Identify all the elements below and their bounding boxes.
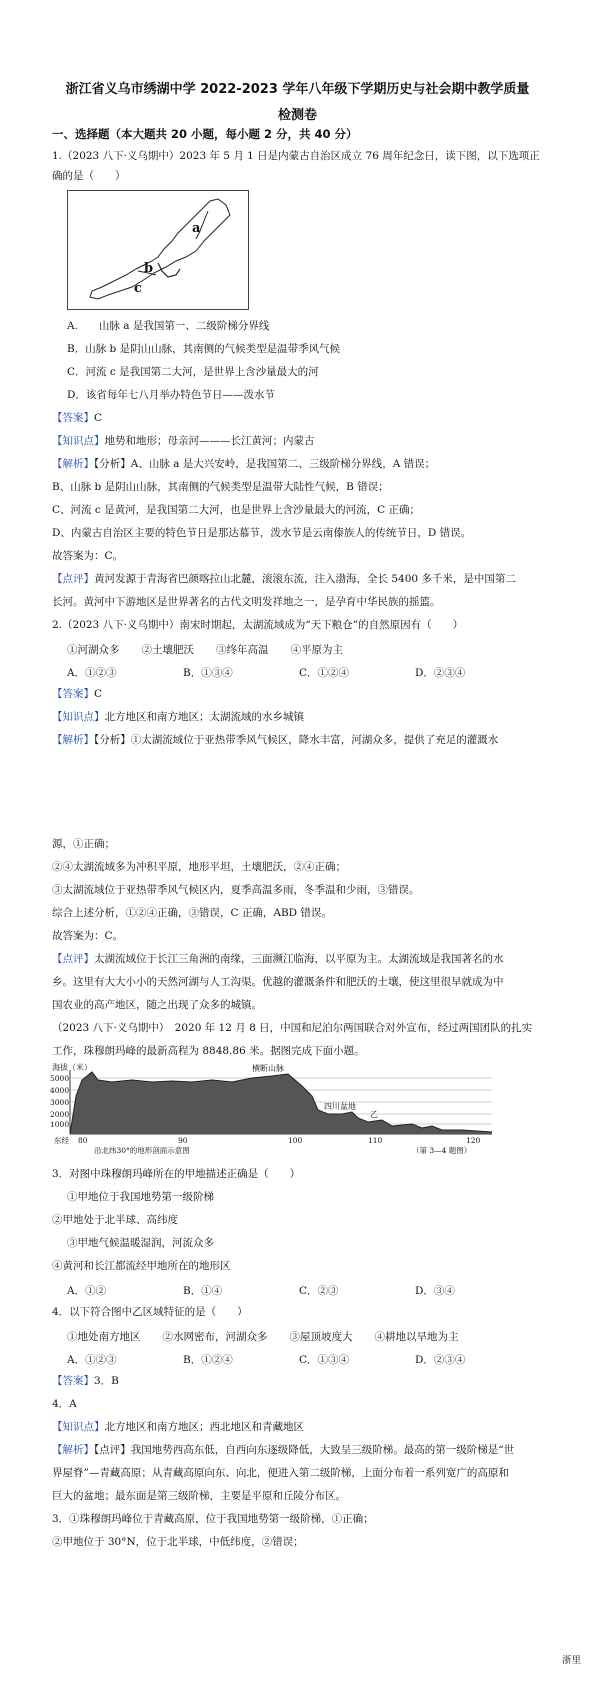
q3-item: ②甲地处于北半球、高纬度 bbox=[52, 1214, 178, 1226]
q3-item: ④黄河和长江都流经甲地所在的地形区 bbox=[52, 1260, 231, 1272]
chart-fig-number: （第 3—4 题图） bbox=[412, 1146, 472, 1155]
answer-value: C bbox=[94, 688, 103, 700]
kp-value: 北方地区和南方地区；太湖流域的水乡城镇 bbox=[104, 711, 304, 723]
chart-label-yi: 乙 bbox=[370, 1110, 378, 1119]
map-label-a: a bbox=[192, 221, 201, 236]
q2-item: ②土壤肥沃 bbox=[141, 644, 194, 656]
chart-xtick: 90 bbox=[178, 1136, 188, 1145]
q1-answer bbox=[52, 412, 102, 425]
q4-item: ①地处南方地区 bbox=[67, 1331, 141, 1343]
kp-tag: 【知识点】 bbox=[52, 1421, 105, 1433]
q4-items bbox=[67, 1329, 481, 1344]
q1-knowledge-point bbox=[52, 435, 315, 448]
analysis-text: 【分析】①太湖流域位于亚热带季风气候区，降水丰富，河湖众多，提供了充足的灌溉水 bbox=[94, 734, 499, 746]
answer-value: C bbox=[94, 412, 103, 424]
q1-analysis-line4: D、内蒙古自治区主要的特色节日是那达慕节，泼水节是云南傣族人的传统节日，D 错误。 bbox=[52, 527, 472, 539]
q3-option: D．③④ bbox=[415, 1285, 455, 1297]
q1-comment-line2: 长河。黄河中下游地区是世界著名的古代文明发祥地之一，是孕育中华民族的摇篮。 bbox=[52, 596, 441, 608]
q1-option-c: C．河流 c 是我国第二大河，是世界上含沙量最大的河 bbox=[67, 366, 319, 378]
chart-xtick: 120 bbox=[466, 1136, 481, 1145]
q2-option: B．①③④ bbox=[183, 667, 233, 679]
analysis-text: 【分析】A、山脉 a 是大兴安岭，是我国第二、三级阶梯分界线，A 错误； bbox=[94, 458, 436, 470]
q2-knowledge-point bbox=[52, 711, 304, 724]
q34-analysis-line4: 3．①珠穆朗玛峰位于青藏高原，位于我国地势第一级阶梯，①正确； bbox=[52, 1513, 374, 1525]
doc-title-line2: 检测卷 bbox=[277, 108, 317, 123]
comment-tag: 【点评】 bbox=[52, 573, 94, 585]
q2-item: ①河湖众多 bbox=[67, 644, 120, 656]
q4-options bbox=[67, 1352, 531, 1367]
q2-option: A．①②③ bbox=[67, 667, 117, 679]
q3-option: A．①② bbox=[67, 1285, 107, 1297]
answer-value: 3．B bbox=[94, 1375, 119, 1387]
map-label-c: c bbox=[134, 281, 142, 296]
q2-items bbox=[67, 642, 365, 657]
q2-comment-line3: 国农业的高产地区，随之出现了众多的城镇。 bbox=[52, 999, 262, 1011]
q2-stem: 2.（2023 八下·义乌期中）南宋时期起，太湖流域成为“天下粮仓”的自然原因有（ ） bbox=[52, 619, 464, 631]
q34-answer bbox=[52, 1375, 119, 1388]
q2-option: C．①②④ bbox=[299, 667, 350, 679]
q34-analysis-line5: ②甲地位于 30°N，位于北半球，中低纬度，②错误； bbox=[52, 1536, 304, 1548]
map-label-b: b bbox=[144, 261, 154, 276]
q1-stem-line1: 1.（2023 八下·义乌期中）2023 年 5 月 1 日是内蒙古自治区成立 76 周年纪念日，读下图，以下选项正 bbox=[52, 150, 540, 162]
q3-stem: 3．对图中珠穆朗玛峰所在的甲地描述正确是（ ） bbox=[52, 1168, 301, 1180]
q3-option: B．①④ bbox=[183, 1285, 223, 1297]
q34-answer-2: 4．A bbox=[52, 1398, 77, 1410]
page-footer: 浙里 bbox=[561, 1655, 581, 1666]
kp-tag: 【知识点】 bbox=[52, 711, 105, 723]
q4-item: ②水网密布，河湖众多 bbox=[162, 1331, 268, 1343]
q1-analysis-line1 bbox=[52, 458, 435, 471]
q1-comment-line1 bbox=[52, 573, 516, 586]
chart-label-sichuan: 四川盆地 bbox=[324, 1102, 356, 1111]
terrain-profile-chart bbox=[52, 1066, 497, 1156]
q34-analysis-line2: 界屋脊”—青藏高原；从青藏高原向东、向北，便进入第二级阶梯，上面分布着一系列宽广的高原和 bbox=[52, 1467, 509, 1479]
q34-intro-line1: （2023 八下·义乌期中） 2020 年 12 月 8 日，中国和尼泊尔两国联合对外宣布，经过两国团队的扎实 bbox=[52, 1022, 533, 1034]
q2-item: ③终年高温 bbox=[216, 644, 269, 656]
q2-analysis-line2: 源，①正确； bbox=[52, 838, 115, 850]
q4-option: D．②③④ bbox=[415, 1354, 466, 1366]
section-heading: 一、选择题（本大题共 20 小题，每小题 2 分，共 40 分） bbox=[52, 127, 358, 141]
q2-option: D．②③④ bbox=[415, 667, 466, 679]
q2-comment-line2: 乡。这里有大大小小的天然河湖与人工沟渠。优越的灌溉条件和肥沃的土壤，使这里很早就成为中 bbox=[52, 976, 504, 988]
q34-intro-line2: 工作，珠穆朗玛峰的最新高程为 8848.86 米。据图完成下面小题。 bbox=[52, 1045, 365, 1057]
chart-y-title: 海拔（米） bbox=[52, 1063, 92, 1072]
kp-value: 北方地区和南方地区；西北地区和青藏地区 bbox=[104, 1421, 304, 1433]
q1-option-a: A. 山脉 a 是我国第一、二级阶梯分界线 bbox=[67, 320, 270, 332]
answer-tag: 【答案】 bbox=[52, 688, 94, 700]
chart-ytick: 4000 bbox=[50, 1086, 70, 1095]
analysis-tag: 【解析】 bbox=[52, 1444, 94, 1456]
q3-item: ①甲地位于我国地势第一级阶梯 bbox=[67, 1191, 214, 1203]
q1-analysis-line2: B、山脉 b 是阴山山脉，其南侧的气候类型是温带大陆性气候，B 错误； bbox=[52, 481, 389, 493]
kp-tag: 【知识点】 bbox=[52, 435, 105, 447]
chart-label-hengduan: 横断山脉 bbox=[252, 1064, 284, 1073]
doc-title-line1: 浙江省义乌市绣湖中学 2022-2023 学年八年级下学期历史与社会期中教学质量 bbox=[65, 82, 530, 97]
q2-options bbox=[67, 665, 531, 680]
chart-ytick: 5000 bbox=[50, 1074, 70, 1083]
q2-answer bbox=[52, 688, 102, 701]
chart-xtick: 80 bbox=[78, 1136, 88, 1145]
comment-text: 黄河发源于青海省巴颜喀拉山北麓，滚滚东流，注入渤海，全长 5400 多千米，是中国第二 bbox=[94, 573, 516, 585]
answer-tag: 【答案】 bbox=[52, 1375, 94, 1387]
q4-item: ③屋顶坡度大 bbox=[289, 1331, 353, 1343]
q3-item: ③甲地气候温暖湿润，河流众多 bbox=[67, 1237, 214, 1249]
q34-analysis-line3: 巨大的盆地；最东面是第三级阶梯，主要是平原和丘陵分布区。 bbox=[52, 1490, 346, 1502]
chart-xtick: 110 bbox=[368, 1136, 383, 1145]
q1-analysis-line3: C、河流 c 是黄河，是我国第二大河，也是世界上含沙量最大的河流，C 正确； bbox=[52, 504, 420, 516]
q3-option: C．②③ bbox=[299, 1285, 339, 1297]
q34-knowledge-point bbox=[52, 1421, 304, 1434]
kp-value: 地势和地形；母亲河———长江黄河；内蒙古 bbox=[104, 435, 315, 447]
q34-analysis-line1 bbox=[52, 1444, 514, 1457]
q4-option: A．①②③ bbox=[67, 1354, 117, 1366]
q3-options bbox=[67, 1283, 531, 1298]
chart-ytick: 3000 bbox=[50, 1098, 70, 1107]
analysis-tag: 【解析】 bbox=[52, 734, 94, 746]
q4-option: C．①③④ bbox=[299, 1354, 350, 1366]
comment-text: 太湖流域位于长江三角洲的南缘，三面濒江临海，以平原为主。太湖流域是我国著名的水 bbox=[94, 953, 504, 965]
chart-ytick: 2000 bbox=[50, 1110, 70, 1119]
q1-analysis-line5: 故答案为：C。 bbox=[52, 550, 124, 562]
q1-option-b: B．山脉 b 是阴山山脉，其南侧的气候类型是温带季风气候 bbox=[67, 343, 341, 355]
q2-item: ④平原为主 bbox=[290, 644, 343, 656]
answer-tag: 【答案】 bbox=[52, 412, 94, 424]
chart-caption: 沿北纬30°的地形剖面示意图 bbox=[94, 1146, 190, 1155]
chart-ytick: 1000 bbox=[50, 1120, 70, 1129]
chart-xtick: 100 bbox=[288, 1136, 303, 1145]
analysis-tag: 【解析】 bbox=[52, 458, 94, 470]
q2-analysis-line1 bbox=[52, 734, 498, 747]
q2-analysis-line4: ③太湖流域位于亚热带季风气候区内，夏季高温多雨，冬季温和少雨，③错误。 bbox=[52, 884, 420, 896]
inner-mongolia-map bbox=[67, 190, 249, 310]
chart-label-jia: 甲 bbox=[104, 1068, 112, 1077]
q4-option: B．①②④ bbox=[183, 1354, 233, 1366]
q4-item: ④耕地以旱地为主 bbox=[374, 1331, 459, 1343]
terrain-profile-figure bbox=[50, 1063, 497, 1156]
q4-stem: 4．以下符合图中乙区域特征的是（ ） bbox=[52, 1306, 248, 1318]
q2-analysis-line3: ②④太湖流域多为冲积平原，地形平坦，土壤肥沃，②④正确； bbox=[52, 861, 346, 873]
analysis-text: 【点评】我国地势西高东低，自西向东逐级降低，大致呈三级阶梯。最高的第一级阶梯是“世 bbox=[94, 1444, 515, 1456]
q2-analysis-line6: 故答案为：C。 bbox=[52, 930, 124, 942]
inner-mongolia-outline bbox=[68, 191, 248, 309]
q2-analysis-line5: 综合上述分析，①②④正确，③错误，C 正确，ABD 错误。 bbox=[52, 907, 332, 919]
q1-stem-line2: 确的是（ ） bbox=[52, 170, 126, 182]
q2-comment-line1 bbox=[52, 953, 504, 966]
chart-x-left: 东经 bbox=[54, 1136, 69, 1145]
comment-tag: 【点评】 bbox=[52, 953, 94, 965]
q1-option-d: D．该省每年七八月举办特色节日——泼水节 bbox=[67, 389, 275, 401]
